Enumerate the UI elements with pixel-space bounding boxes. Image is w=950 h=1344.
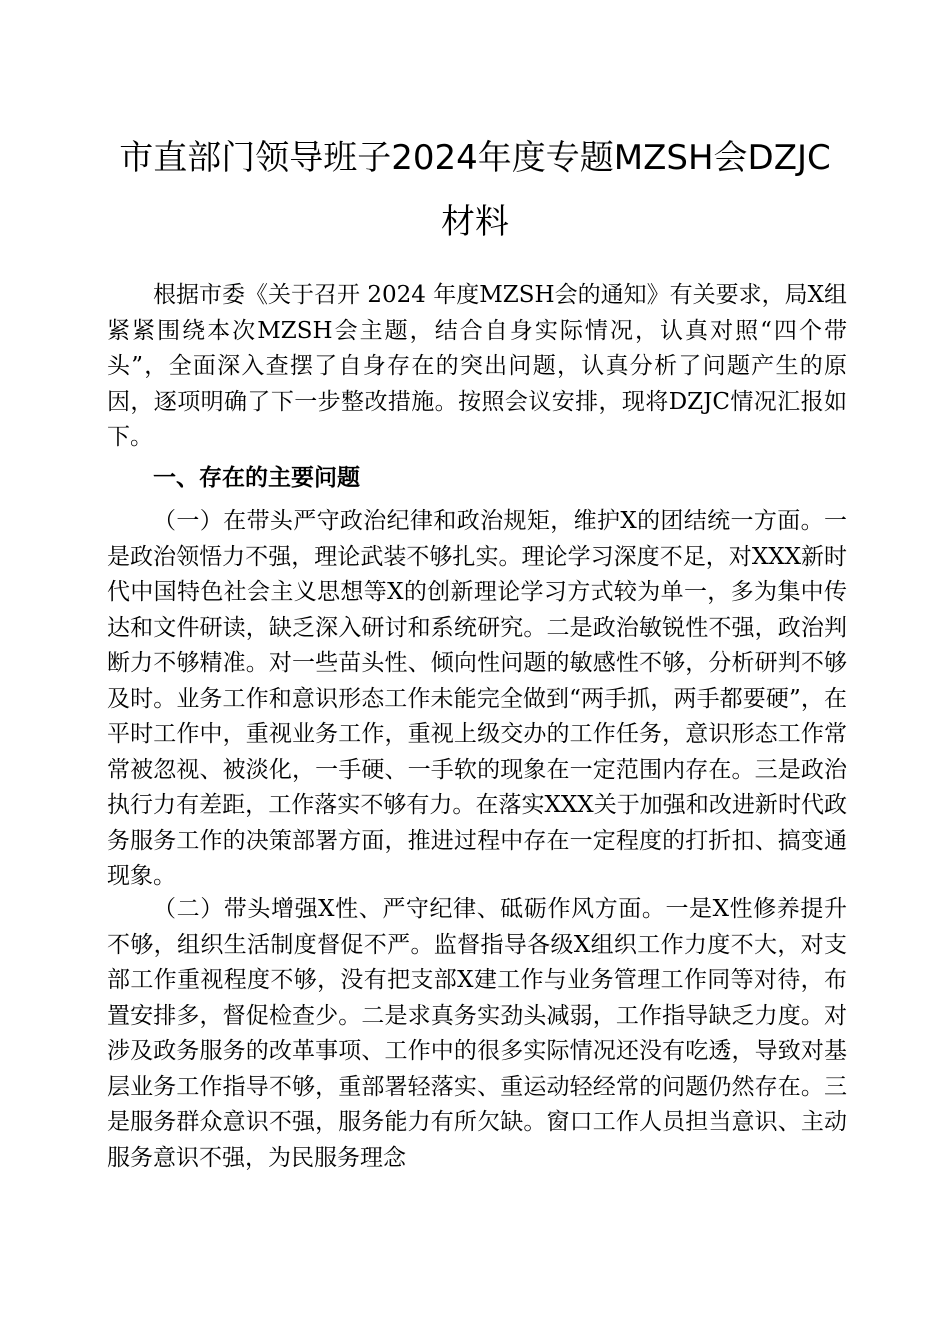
- section-heading-main-problems: 一、存在的主要问题: [153, 465, 360, 491]
- problem-paragraph-2: （二）带头增强X性、严守纪律、砥砺作风方面。一是X性修养提升不够，组织生活制度督促不严。监督指导各级X组织工作力度不大，对支部工作重视程度不够，没有把支部X建工作与业务管理工作同等对待，布置安排多，督促检查少。二是求真务实劲头减弱，工作指导缺乏力度。对涉及政务服务的改革事项、工作中的很多实际情况还没有吃透，导致对基层业务工作指导不够，重部署轻落实、重运动轻经常的问题仍然存在。三是服务群众意识不强，服务能力有所欠缺。窗口工作人员担当意识、主动服务意识不强，为民服务理念: [107, 896, 847, 1171]
- document-title-line2: 材料: [441, 202, 509, 242]
- intro-paragraph: 根据市委《关于召开 2024 年度MZSH会的通知》有关要求，局X组紧紧围绕本次MZSH会主题，结合自身实际情况，认真对照“四个带头”，全面深入查摆了自身存在的突出问题，认真分析了问题产生的原因，逐项明确了下一步整改措施。按照会议安排，现将DZJC情况汇报如下。: [107, 282, 847, 450]
- document-title-line1: 市直部门领导班子2024年度专题MZSH会DZJC: [119, 138, 831, 178]
- problem-paragraph-1: （一）在带头严守政治纪律和政治规矩，维护X的团结统一方面。一是政治领悟力不强，理论武装不够扎实。理论学习深度不足，对XXX新时代中国特色社会主义思想等X的创新理论学习方式较为单一，多为集中传达和文件研读，缺乏深入研讨和系统研究。二是政治敏锐性不强，政治判断力不够精准。对一些苗头性、倾向性问题的敏感性不够，分析研判不够及时。业务工作和意识形态工作未能完全做到“两手抓，两手都要硬”，在平时工作中，重视业务工作，重视上级交办的工作任务，意识形态工作常常被忽视、被淡化，一手硬、一手软的现象在一定范围内存在。三是政治执行力有差距，工作落实不够有力。在落实XXX关于加强和改进新时代政务服务工作的决策部署方面，推进过程中存在一定程度的打折扣、搞变通现象。: [107, 508, 847, 889]
